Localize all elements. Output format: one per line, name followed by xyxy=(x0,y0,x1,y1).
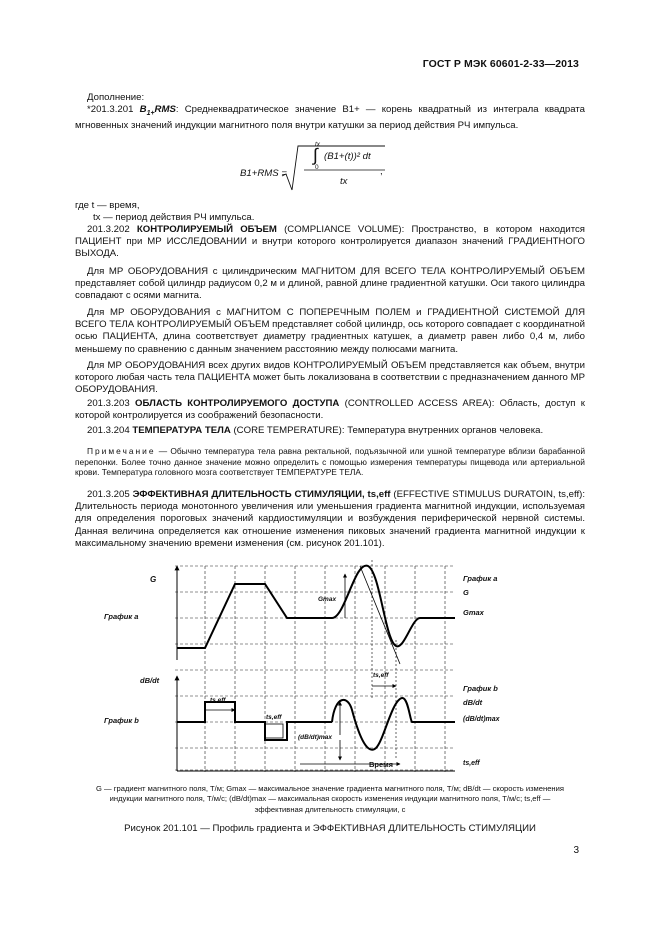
dbdt-curve xyxy=(332,698,455,750)
where-tx: tx — период действия РЧ импульса. xyxy=(93,212,255,223)
label-g-right: G xyxy=(463,588,469,597)
integral-sign: ∫ xyxy=(313,145,318,165)
page-number: 3 xyxy=(573,845,579,856)
note-text: — Обычно температура тела равна ректальной, подъязычной или ушной температуре вблизи барабанной перепонки. Более точно данное значение можно определить с помощью измерения температуры пищевода или артериальной крови. Температура головного мозга соответствует ТЕМПЕРАТУРЕ ТЕЛА. xyxy=(75,446,585,478)
where-time: где t — время, xyxy=(75,200,140,211)
label-time: Время xyxy=(369,760,393,769)
formula-denominator: tx xyxy=(340,176,348,187)
def-text: : Среднеквадратическое значение B1+ — корень квадратный из интеграла квадрата мгновенных значений индукции магнитного поля внутри катушки за период действия РЧ импульса. xyxy=(75,104,585,132)
label-dbdt-right: dB/dt xyxy=(463,698,483,707)
def-text: (COMPLIANCE VOLUME): Пространство, в котором находится ПАЦИЕНТ при МР ИССЛЕДОВАНИИ и внутри которого контролируется диапазон значений ГРАДИЕНТНОГО ВЫХОДА. xyxy=(75,224,586,260)
label-graph-a-right: График a xyxy=(463,574,498,583)
def-term: B xyxy=(139,104,147,115)
label-dbdtmax-right: (dB/dt)max xyxy=(463,716,500,723)
label-tseff-right: ts,eff xyxy=(463,760,480,767)
formula-integrand: (B1+(t))² dt xyxy=(324,151,371,162)
paragraph-cylindrical: Для МР ОБОРУДОВАНИЯ с цилиндрическим МАГНИТОМ ДЛЯ ВСЕГО ТЕЛА КОНТРОЛИРУЕМЫЙ ОБЪЕМ представляет собой цилиндр радиусом 0,2 м и длиной, равной длине градиентной катушки. Оси такого цилиндра совпадают с осями магнита. xyxy=(75,266,585,302)
label-tseff-1: ts,eff xyxy=(210,697,226,704)
grid xyxy=(175,566,455,772)
paragraph-other: Для МР ОБОРУДОВАНИЯ всех других видов КОНТРОЛИРУЕМЫЙ ОБЪЕМ представляется как объем, внутри которого любая часть тела ПАЦИЕНТА может быть локализована в соответствии с предназначением данного МР ОБОРУДОВАНИЯ. xyxy=(75,360,585,396)
formula-lower-limit: 0 xyxy=(315,164,319,171)
label-tseff-3: ts,eff xyxy=(373,672,389,679)
label-gmax-right: Gmax xyxy=(463,608,484,617)
addition-label: Дополнение: xyxy=(87,92,145,103)
def-number: 201.3.205 xyxy=(87,489,130,500)
def-term: ТЕМПЕРАТУРА ТЕЛА xyxy=(132,425,231,436)
def-text: (EFFECTIVE STIMULUS DURATOIN, ts,eff): Длительность периода монотонного увеличения или уменьшения градиента магнитной индукции, используемая для определения пороговых значений кардиостимуляции и возбуждения периферической нервной системы. Данная величина определяется как отношение изменения пиковых значений градиента магнитной индукции к максимальному значению времени изменения (см. рисунок 201.101). xyxy=(75,489,585,549)
label-graph-b-right: График b xyxy=(463,684,498,693)
paragraph-transverse: Для МР ОБОРУДОВАНИЯ с МАГНИТОМ С ПОПЕРЕЧНЫМ ПОЛЕМ и ГРАДИЕНТНОЙ СИСТЕМОЙ ДЛЯ ВСЕГО ТЕЛА КОНТРОЛИРУЕМЫЙ ОБЪЕМ представляет собой цилиндр, ось которого совпадает с координатной осью ПАЦИЕНТА, длина соответствует диаметру градиентных катушек, а диаметр равен либо 0,4 м, либо меньшему по сравнению с данным значением расстоянию между полюсами магнита. xyxy=(75,307,585,355)
formula-lhs: B1+RMS = xyxy=(240,168,287,179)
label-graph-b-left: График b xyxy=(104,716,139,725)
gradient-sine xyxy=(332,566,455,647)
definition-b1rms: *201.3.201 $B_{1+}RMS$: Среднеквадратическое значение B1+ — корень квадратный из интеграла квадрата мгновенных значений индукции магнитного поля внутри катушки за период действия РЧ импульса. xyxy=(75,104,585,132)
def-term: ОБЛАСТЬ КОНТРОЛИРУЕМОГО ДОСТУПА xyxy=(135,398,340,409)
figure-legend: G — градиент магнитного поля, Т/м; Gmax — максимальное значение градиента магнитного поля, Т/м; dB/dt — скорость изменения индукции магнитного поля, Т/м/с; (dB/dt)max — максимальная скорость изменения индукции магнитного поля, Т/м/с; ts,eff — эффективная длительность стимуляции, с xyxy=(96,784,564,814)
formula-upper-limit: tx xyxy=(315,141,321,148)
def-text: (CORE TEMPERATURE): Температура внутренних органов человека. xyxy=(230,425,544,436)
tseff-box-2 xyxy=(265,724,283,738)
def-number: 201.3.204 xyxy=(87,425,130,436)
figure-caption: Рисунок 201.101 — Профиль градиента и ЭФФЕКТИВНАЯ ДЛИТЕЛЬНОСТЬ СТИМУЛЯЦИИ xyxy=(124,823,536,834)
label-gmax-inner: Gmax xyxy=(318,596,337,603)
document-header: ГОСТ Р МЭК 60601-2-33—2013 xyxy=(422,58,579,70)
label-tseff-2: ts,eff xyxy=(266,714,282,721)
note-label: Примечание xyxy=(87,446,156,456)
formula-trailing: , xyxy=(380,166,383,177)
def-text: (CONTROLLED ACCESS AREA): Область, доступ к которой контролируется из соображений безопасности. xyxy=(75,398,585,422)
def-term: КОНТРОЛИРУЕМЫЙ ОБЪЕМ xyxy=(136,224,277,235)
gradient-trapezoid xyxy=(177,584,332,648)
label-g-axis: G xyxy=(150,575,157,584)
slope-guide xyxy=(360,566,400,664)
def-number: *201.3.201 xyxy=(87,104,134,115)
label-dbdt-axis: dB/dt xyxy=(140,676,160,685)
def-number: 201.3.202 xyxy=(87,224,130,235)
label-graph-a-left: График a xyxy=(104,612,139,621)
label-dbdtmax-inner: (dB/dt)max xyxy=(298,734,332,741)
def-number: 201.3.203 xyxy=(87,398,130,409)
def-term: ЭФФЕКТИВНАЯ ДЛИТЕЛЬНОСТЬ СТИМУЛЯЦИИ, ts,eff xyxy=(132,489,391,500)
